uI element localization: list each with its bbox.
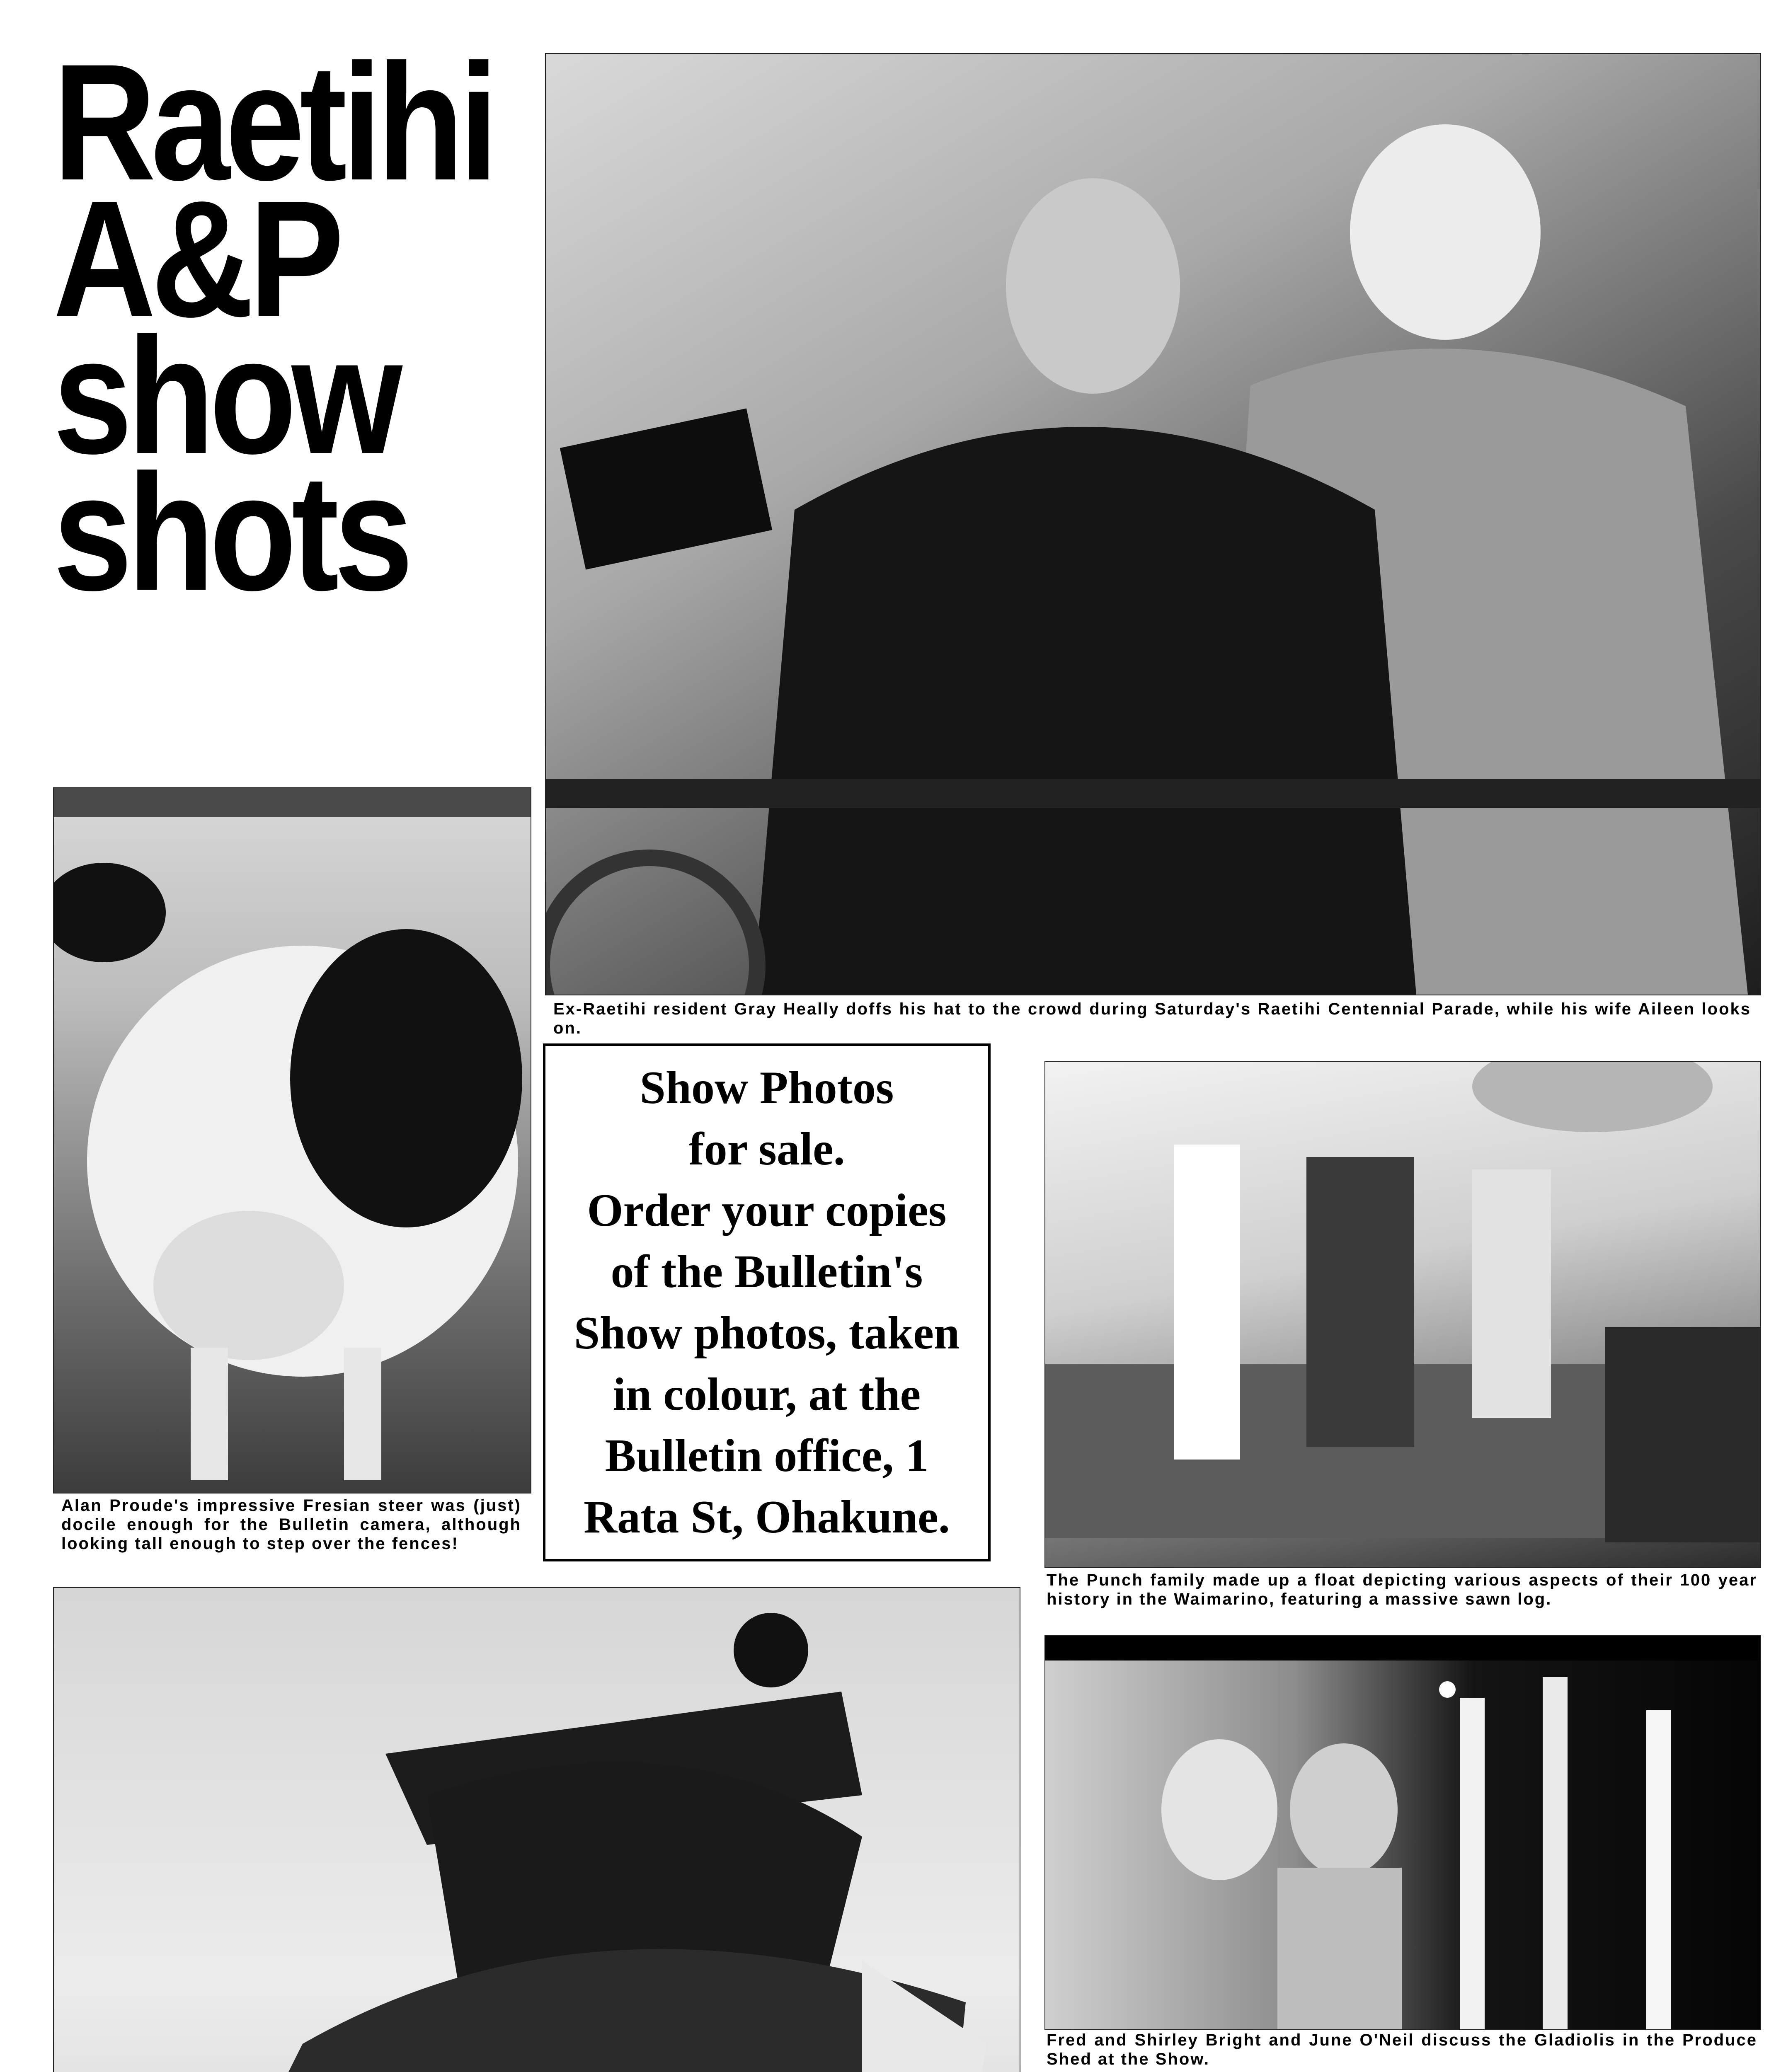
horse-photo [53, 1587, 1020, 2072]
horse-photo-illustration [54, 1588, 1020, 2072]
steer-photo-illustration [54, 788, 531, 1493]
headline-line-2: A&P [53, 166, 339, 351]
parade-photo-illustration [546, 54, 1760, 995]
ad-line-3: Order your copies [587, 1185, 947, 1236]
punch-family-photo-illustration [1045, 1062, 1760, 1567]
ad-line-4: of the Bulletin's [611, 1246, 923, 1297]
punch-family-caption: The Punch family made up a float depicting various aspects of their 100 year history in the Waimarino, featuring a massive sawn log. [1047, 1571, 1757, 1608]
ad-line-6: in colour, at the [613, 1369, 921, 1420]
steer-photo [53, 787, 531, 1493]
steer-caption: Alan Proude's impressive Fresian steer was (just) docile enough for the Bulletin camera, although looking tall enough to step over the fences! [61, 1496, 521, 1553]
parade-caption: Ex-Raetihi resident Gray Heally doffs his hat to the crowd during Saturday's Raetihi Centennial Parade, while his wife Aileen looks on. [553, 1000, 1751, 1037]
gladiolis-caption: Fred and Shirley Bright and June O'Neil discuss the Gladiolis in the Produce Shed at the Show. [1047, 2031, 1757, 2068]
headline-line-3: show [53, 303, 397, 488]
headline-line-1: Raetihi [53, 29, 494, 215]
ad-line-7: Bulletin office, 1 [605, 1430, 929, 1481]
ad-line-1: Show Photos [640, 1062, 894, 1113]
page-headline [53, 29, 494, 625]
ad-line-5: Show photos, taken [574, 1307, 960, 1359]
ad-line-8: Rata St, Ohakune. [584, 1491, 950, 1543]
punch-family-photo [1044, 1061, 1761, 1568]
show-photos-ad [543, 1043, 991, 1561]
gladiolis-photo-illustration [1045, 1636, 1760, 2029]
headline-line-4: shots [53, 440, 409, 625]
ad-line-2: for sale. [688, 1123, 845, 1175]
parade-photo [545, 53, 1761, 995]
gladiolis-photo [1044, 1635, 1761, 2030]
